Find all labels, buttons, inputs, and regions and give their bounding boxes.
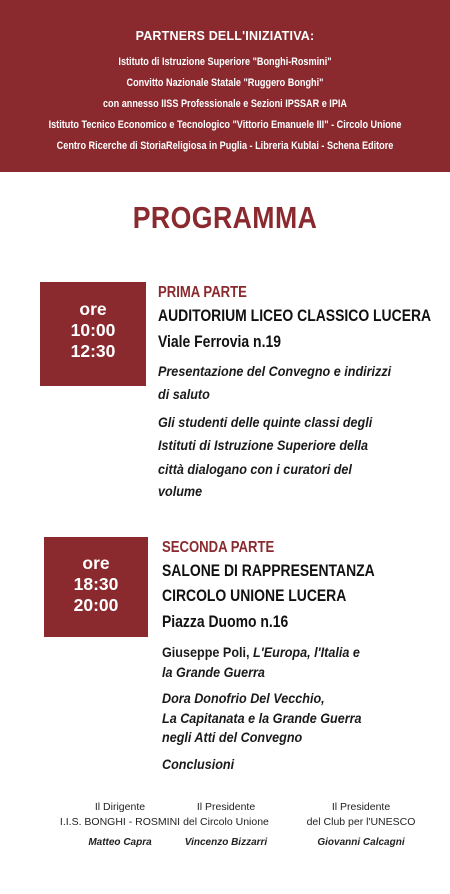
signature-name: Giovanni Calcagni (317, 837, 405, 848)
speaker-line (162, 664, 265, 680)
partner-line: Convitto Nazionale Statale "Ruggero Bonghi" (126, 77, 324, 89)
speaker-line (162, 710, 362, 726)
talk-title: La Capitanata e la Grande Guerra (162, 710, 362, 726)
venue-address: Viale Ferrovia n.19 (158, 332, 281, 351)
partner-line: con annesso IISS Professionale e Sezioni IPSSAR e IPIA (102, 98, 348, 110)
signature-name: Matteo Capra (88, 837, 152, 848)
speaker-line (162, 644, 360, 660)
time-end: 12:30 (70, 341, 116, 361)
talk-title: L'Europa, l'Italia e (253, 644, 360, 660)
time-label: ore (79, 299, 107, 319)
venue-address: Piazza Duomo n.16 (162, 612, 289, 631)
signature-org: del Club per l'UNESCO (306, 816, 416, 828)
speaker-name: Giuseppe Poli, (162, 644, 254, 660)
programma-title: PROGRAMMA (132, 200, 318, 235)
partner-line: Centro Ricerche di StoriaReligiosa in Puglia - Libreria Kublai - Schena Editore (56, 140, 394, 152)
signature-circolo (151, 800, 301, 848)
part-title: PRIMA PARTE (158, 284, 247, 301)
program-item: Istituti di Istruzione Superiore della (158, 437, 369, 453)
talk-title: negli Atti del Convegno (162, 729, 303, 745)
signature-name: Vincenzo Bizzarri (184, 837, 268, 848)
signature-org: I.I.S. BONGHI - ROSMINI (59, 816, 181, 828)
partner-line: Istituto Tecnico Economico e Tecnologico "Vittorio Emanuele III" - Circolo Unione (48, 119, 402, 131)
program-item: volume (158, 483, 203, 499)
time-start: 18:30 (73, 574, 119, 594)
signature-org: del Circolo Unione (183, 816, 269, 828)
partner-line: Istituto di Istruzione Superiore "Bonghi-Rosmini" (118, 56, 332, 68)
signature-role: Il Dirigente (94, 801, 146, 813)
program-item: di saluto (158, 386, 210, 402)
time-box-second (44, 537, 148, 637)
part-title: SECONDA PARTE (162, 539, 275, 556)
partners-title: PARTNERS DELL'INIZIATIVA: (135, 29, 315, 43)
signature-role: Il Presidente (331, 801, 391, 813)
venue-line: SALONE DI RAPPRESENTANZA (162, 561, 375, 580)
signature-unesco (286, 800, 436, 848)
speaker-line (162, 729, 302, 745)
program-item: città dialogano con i curatori del (158, 461, 352, 477)
program-item: Presentazione del Convegno e indirizzi (158, 363, 392, 379)
speaker-name: Dora Donofrio Del Vecchio, (162, 690, 325, 706)
time-end: 20:00 (73, 595, 119, 615)
program-item: Gli studenti delle quinte classi degli (158, 414, 373, 430)
signature-role: Il Presidente (196, 801, 256, 813)
venue-line: AUDITORIUM LICEO CLASSICO LUCERA (158, 306, 432, 325)
partners-banner (0, 0, 450, 172)
time-start: 10:00 (70, 320, 116, 340)
venue-line: CIRCOLO UNIONE LUCERA (162, 586, 347, 605)
conclusion: Conclusioni (162, 756, 235, 772)
time-label: ore (82, 553, 110, 573)
speaker-line (162, 690, 325, 706)
time-box-first (40, 282, 146, 386)
talk-title: la Grande Guerra (162, 664, 265, 680)
